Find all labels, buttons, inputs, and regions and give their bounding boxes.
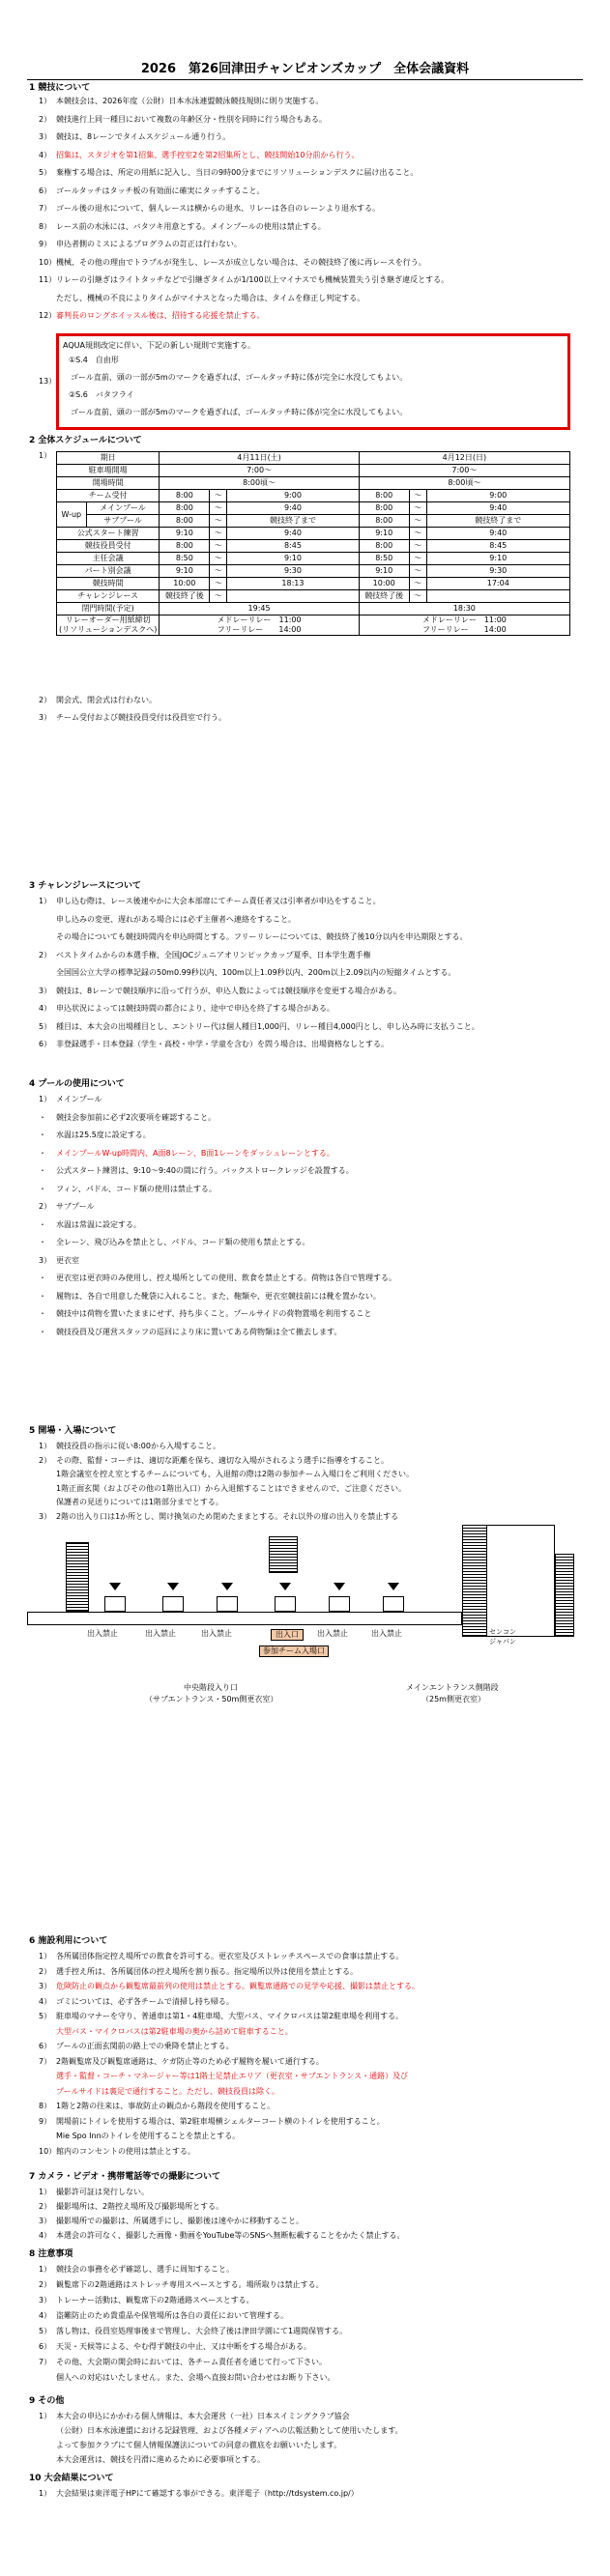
item-number: ・: [39, 1291, 46, 1301]
schedule-row-label: 駐車場開場: [57, 465, 160, 477]
schedule-relay-row: [57, 615, 570, 636]
item-number: 2）: [39, 950, 52, 959]
schedule-cell: 8:00: [359, 502, 409, 515]
schedule-cell: ～: [210, 565, 227, 578]
item-text: 1階と2階の往来は、事故防止の観点から階段を使用すること。: [56, 2102, 276, 2110]
schedule-cell: ～: [409, 578, 426, 590]
schedule-cell: 8:00頃～: [359, 477, 569, 490]
exit-label-entrance: 出入口: [271, 1629, 304, 1641]
section-1-heading: 1 競技について: [29, 83, 91, 93]
item-number: 3）: [39, 1255, 52, 1265]
item-text: 競技役員の指示に従い8:00から入場すること。: [56, 1442, 220, 1450]
schedule-header-label: 期日: [57, 452, 160, 465]
sencon-label: センコン: [489, 1628, 516, 1636]
schedule-cell: ～: [409, 590, 426, 603]
aqua-line-3: ゴール直前、頭の一部が5mのマークを過ぎれば、ゴールタッチ時に体が完全に水没してもよい。: [71, 373, 408, 382]
item-number: 8）: [39, 221, 52, 231]
item-text: 落し物は、役員室処理事後まで管理し、大会終了後は津田学園にて1週間保管する。: [56, 2327, 348, 2335]
item-number: 5）: [39, 2327, 52, 2335]
schedule-cell: 9:10: [160, 528, 210, 540]
schedule-cell: ～: [409, 502, 426, 515]
item-number: 5）: [39, 2012, 52, 2020]
item-number: 1）: [39, 2188, 52, 2196]
item-text: 1階会議室を控え室とするチームについても、入退館の際は2階の参加チーム入場口をご利用ください。: [56, 1470, 415, 1478]
section-6-heading: 6 施設利用について: [29, 1936, 108, 1946]
item-number: 1）: [39, 1095, 52, 1103]
item-number: ・: [39, 1309, 46, 1318]
item-text: 館内のコンセントの使用は禁止とする。: [56, 2146, 195, 2156]
schedule-cell: 9:00: [426, 490, 569, 502]
schedule-cell: 競技終了後: [160, 590, 210, 603]
item-text: 撮影場所は、2階控え場所及び撮影場所とする。: [56, 2202, 224, 2211]
relay-label-2: (リソリューションデスクへ): [59, 625, 158, 634]
exit-label-1: 出入禁止: [87, 1629, 118, 1638]
item-number: 3）: [39, 2217, 52, 2225]
item-number: 2）: [39, 696, 52, 704]
schedule-cell: 9:40: [426, 528, 569, 540]
item-number: 12）: [39, 311, 57, 320]
aqua-line-2: ①S.4 自由形: [69, 356, 119, 364]
item-number: ・: [39, 1219, 46, 1229]
item-text: 本大会運営は、競技を円滑に進めるために必要事項とする。: [56, 2455, 265, 2464]
item-number: ・: [39, 1184, 46, 1193]
left-caption-2: （サブエントランス・50m側更衣室）: [145, 1695, 278, 1703]
schedule-cell: 8:00: [160, 490, 210, 502]
item-text: レース前の水泳には、バタツキ用意とする。メインプールの使用は禁止する。: [56, 221, 326, 231]
schedule-row: [57, 578, 570, 590]
schedule-row-label: 公式スタート練習: [57, 528, 160, 540]
schedule-header-row: [57, 452, 570, 465]
item-text: ベストタイムからの本選手権、全国JOCジュニアオリンピックカップ夏季、日本学生選手権: [56, 950, 371, 959]
door-6: [383, 1596, 404, 1612]
schedule-cell: 競技終了まで: [227, 515, 360, 528]
item-text: 棄権する場合は、所定の用紙に記入し、当日の9時00分までにリソリューションデスクに届け出ること。: [56, 168, 419, 177]
schedule-row: [57, 490, 570, 502]
item-number: 2）: [39, 2202, 52, 2211]
schedule-cell: 10:00: [160, 578, 210, 590]
schedule-cell: 9:30: [426, 565, 569, 578]
item-text: 競技中は荷物を置いたままにせず、持ち歩くこと。プールサイドの荷物置場を利用すること: [56, 1309, 372, 1318]
schedule-cell: ～: [409, 528, 426, 540]
schedule-cell: 9:10: [426, 553, 569, 565]
item-number: ・: [39, 1274, 46, 1282]
item-number: 1）: [39, 897, 52, 905]
item-number: 5）: [39, 168, 52, 177]
item-text: 競技は、8レーンでタイムスケジュール通り行う。: [56, 132, 231, 141]
schedule-row: [57, 565, 570, 578]
right-wing: [487, 1525, 555, 1637]
schedule-cell: 8:00: [359, 490, 409, 502]
stairs-right: [462, 1525, 487, 1637]
schedule-cell: 7:00～: [160, 465, 359, 477]
item-text: リレーの引継ぎはライトタッチなどで引継ぎタイムが1/100以上マイナスでも機械装置失う引き継ぎ違反とする。: [56, 275, 450, 284]
schedule-cell: 7:00～: [359, 465, 569, 477]
item-text: （公財）日本水泳連盟における記録管理、および各種メディアへの広報活動として使用いたします。: [56, 2426, 403, 2435]
relay-deadline-medley: メドレーリレー 11:00: [421, 615, 507, 624]
schedule-cell: ～: [210, 578, 227, 590]
schedule-row-label: 競技役員受付: [57, 540, 160, 553]
building-wall: [27, 1612, 462, 1625]
item-text: 大型バス・マイクロバスは第2駐車場の奥から詰めて駐車すること。: [56, 2026, 293, 2036]
schedule-cell: 17:04: [426, 578, 569, 590]
item-number: ・: [39, 1327, 46, 1336]
item-text: 公式スタート練習は、9:10～9:40の間に行う。バックストロークレッジを設置する。: [56, 1166, 354, 1175]
item-text: 水温は25.5度に設定する。: [56, 1131, 151, 1139]
item-number: 6）: [39, 186, 52, 195]
schedule-cell: 19:45: [160, 603, 359, 615]
item-text: 天災・天候等による、やむ得ず競技の中止、又は中断をする場合がある。: [56, 2342, 311, 2351]
relay-deadline-cell: [160, 615, 359, 636]
item-number: 4）: [39, 1004, 52, 1013]
relay-label-cell: [57, 615, 160, 636]
schedule-cell: 8:50: [160, 553, 210, 565]
item-text: サブプール: [56, 1202, 95, 1211]
section-7-heading: 7 カメラ・ビデオ・携帯電話等での撮影について: [29, 2172, 221, 2182]
item-text: その際、監督・コーチは、適切な距離を保ち、適切な入場がされるよう選手に指導をすること。: [56, 1455, 389, 1465]
schedule-cell: 8:00: [160, 515, 210, 528]
item-text: 全レーン、飛び込みを禁止とし、パドル、コード類の使用も禁止とする。: [56, 1238, 310, 1246]
schedule-table: [56, 451, 570, 636]
item-text: 撮影許可証は発行しない。: [56, 2188, 149, 2196]
item-number: 2）: [39, 1202, 52, 1211]
item-number: 4）: [39, 1996, 52, 2006]
schedule-row-label: 主任会議: [57, 553, 160, 565]
item-number: 2）: [39, 1966, 52, 1976]
section-2-heading: 2 全体スケジュールについて: [29, 436, 142, 445]
item-text: プールサイドは裏足で通行すること。ただし、競技役員は除く。: [56, 2086, 279, 2096]
schedule-row: [57, 553, 570, 565]
item-number: ・: [39, 1112, 46, 1122]
item-text: チーム受付および競技役員受付は役員室で行う。: [56, 713, 226, 722]
schedule-cell: 8:00: [160, 502, 210, 515]
aqua-line-4: ②S.6 バタフライ: [69, 390, 134, 399]
item-number: 9）: [39, 240, 52, 248]
item-text: 盗難防止のため貴重品や保管場所は各自の責任において管理する。: [56, 2311, 288, 2320]
schedule-row-label: チーム受付: [57, 490, 160, 502]
schedule-cell: ～: [210, 528, 227, 540]
relay-deadline-free: フリーリレー 14:00: [422, 625, 507, 634]
aqua-line-5: ゴール直前、頭の一部が5mのマークを過ぎれば、ゴールタッチ時に体が完全に水没してもよい。: [71, 408, 408, 416]
item-number: 8）: [39, 2102, 52, 2110]
schedule-number: 1）: [39, 451, 52, 460]
item-number: 7）: [39, 2358, 52, 2366]
item-text: 申し込む際は、レース後速やかに大会本部席にてチーム責任者又は引率者が申込をすること。: [56, 897, 381, 905]
schedule-row-label: 競技時間: [57, 578, 160, 590]
stairs-center: [269, 1536, 298, 1573]
door-4: [275, 1596, 296, 1612]
item-text: 開会式、閉会式は行わない。: [56, 696, 157, 704]
item-number: 1）: [39, 1442, 52, 1450]
item-number: 10）: [39, 257, 57, 267]
schedule-cell: ～: [210, 553, 227, 565]
section-8-heading: 8 注意事項: [29, 2249, 73, 2259]
arrow-down-icon: [167, 1583, 179, 1590]
item-text: 更衣室: [56, 1255, 79, 1265]
exit-label-5: 出入禁止: [317, 1629, 348, 1638]
item-number: 4）: [39, 150, 52, 159]
section-4-heading: 4 プールの使用について: [29, 1079, 125, 1089]
exit-label-2: 出入禁止: [145, 1629, 176, 1638]
schedule-cell: 競技終了まで: [426, 515, 569, 528]
schedule-row: [57, 477, 570, 490]
item-number: 11）: [39, 275, 57, 284]
item-number: 7）: [39, 204, 52, 213]
item-text: Mie Spo Innのトイレを使用することを禁止とする。: [56, 2132, 241, 2140]
schedule-row: [57, 502, 570, 515]
item-number: 1）: [39, 2412, 52, 2420]
item-text: 更衣室は更衣時のみ使用し、控え場所としての使用、飲食を禁止とする。荷物は各自で管理する。: [56, 1274, 396, 1282]
schedule-cell: 9:00: [227, 490, 360, 502]
schedule-cell: 18:30: [359, 603, 569, 615]
schedule-cell: 8:45: [227, 540, 360, 553]
item-text: フィン、パドル、コード類の使用は禁止する。: [56, 1184, 217, 1193]
left-caption-1: 中央階段入り口: [184, 1683, 238, 1692]
schedule-cell: ～: [210, 490, 227, 502]
schedule-cell: ～: [409, 490, 426, 502]
item-text: 駐車場のマナーを守り、普通車は第1・4駐車場、大型バス、マイクロバスは第2駐車場を利用する。: [56, 2012, 404, 2020]
section-9-heading: 9 その他: [29, 2396, 65, 2406]
item-text: 本選会の許可なく、撮影した画像・動画をYouTube等のSNSへ無断転載することをかたく禁止する。: [56, 2231, 405, 2240]
door-5: [329, 1596, 350, 1612]
item-number: ・: [39, 1166, 46, 1175]
schedule-row: [57, 515, 570, 528]
item-text: 1階正面玄関（およびその他の1階出入口）から入退館することはできませんので、ご注意ください。: [56, 1483, 407, 1493]
schedule-cell: [426, 590, 569, 603]
arrow-down-icon: [221, 1583, 233, 1590]
arrow-down-icon: [388, 1583, 399, 1590]
item-number: 9）: [39, 2116, 52, 2126]
schedule-row: [57, 603, 570, 615]
item-text: ゴミについては、必ず各チームで清掃し持ち帰る。: [56, 1996, 234, 2006]
relay-deadline-cell: [359, 615, 569, 636]
item-text: 2階の出入り口は1か所とし、開け換気のため閉めたままとする。それ以外の扉の出入りを禁止する: [56, 1511, 399, 1521]
item-text: 選手控え所は、各所属団体の控え場所を割り振る。指定場所以外は使用を禁止とする。: [56, 1966, 358, 1976]
schedule-cell: 9:40: [426, 502, 569, 515]
item-number: 4）: [39, 2231, 52, 2240]
section-3-heading: 3 チャレンジレースについて: [29, 881, 141, 891]
item-text: 機械、その他の理由でトラブルが発生し、レースが成立しない場合は、その競技終了後に再レースを行う。: [56, 257, 426, 267]
schedule-row: [57, 590, 570, 603]
item-text: 大会結果は東洋電子HPにて確認する事ができる。東洋電子（http://tdsystem.co.jp/）: [56, 2489, 359, 2498]
aqua-rule-box: [56, 333, 570, 430]
item-number: 1）: [39, 2489, 52, 2498]
item-number: 3）: [39, 713, 52, 722]
schedule-cell: 9:40: [227, 528, 360, 540]
item-number: 10）: [39, 2146, 57, 2156]
item-number: ・: [39, 1148, 46, 1158]
item-number: 2）: [39, 1455, 52, 1465]
item-number: 6）: [39, 1040, 52, 1048]
item-text: 開場前にトイレを使用する場合は、第2駐車場横シェルターコート横のトイレを使用すること。: [56, 2116, 385, 2126]
item-text: 個人への対応はいたしません。また、会場へ直接お問い合わせはお断り下さい。: [56, 2373, 335, 2382]
schedule-cell: ～: [409, 540, 426, 553]
schedule-cell: 8:45: [426, 540, 569, 553]
item-text: 申込状況によっては競技時間の都合により、途中で申込を終了する場合がある。: [56, 1004, 334, 1013]
item-number: 1）: [39, 1952, 52, 1961]
item-text: 競技役員及び運営スタッフの巡回により床に置いてある荷物類は全て撤去します。: [56, 1327, 342, 1336]
page-title: 2026 第26回津田チャンピオンズカップ 全体会議資料: [140, 62, 470, 76]
arrow-down-icon: [109, 1583, 121, 1590]
item-text: 非登録選手・日本登録（学生・高校・中学・学童を含む）を問う場合は、出場資格なしとする。: [56, 1040, 389, 1048]
item-text: 観覧席下の2階通路はストレッチ専用スペースとする。場所取りは禁止する。: [56, 2280, 324, 2289]
schedule-group-label: W-up: [57, 502, 87, 528]
item-text: 競技会の事務を必ず確認し、選手に周知すること。: [56, 2265, 234, 2274]
exit-label-6: 出入禁止: [371, 1629, 402, 1638]
schedule-cell: 9:40: [227, 502, 360, 515]
item-text: ゴールタッチはタッチ板の有効面に確実にタッチすること。: [56, 186, 265, 195]
item-text: 本大会の申込にかかわる個人情報は、本大会運営（一社）日本スイミングクラブ協会: [56, 2412, 350, 2420]
item-text: 保護者の見送りについては1階部分までとする。: [56, 1498, 223, 1506]
item-text: 各所属団体指定控え場所での飲食を許可する。更衣室及びストレッチスペースでの食事は禁止する。: [56, 1952, 404, 1961]
schedule-row-label: 開場時間: [57, 477, 160, 490]
schedule-cell: ～: [409, 553, 426, 565]
item-number: 4）: [39, 2311, 52, 2320]
schedule-cell: 9:10: [359, 565, 409, 578]
door-3: [217, 1596, 238, 1612]
schedule-row: [57, 540, 570, 553]
item-number: 6）: [39, 2042, 52, 2050]
schedule-row-label: メインプール: [86, 502, 160, 515]
stairs-far-right: [555, 1554, 574, 1637]
schedule-row-label: パート別会議: [57, 565, 160, 578]
item-number: 2）: [39, 2280, 52, 2289]
door-2: [162, 1596, 184, 1612]
item-text: トレーナー活動は、観覧席下の2階通路スペースとする。: [56, 2296, 254, 2304]
schedule-cell: 18:13: [227, 578, 360, 590]
item-text: その場合についても競技時間内を申込時間とする。フリーリレーについては、競技終了後10分以内を申込期限とする。: [56, 932, 468, 941]
schedule-row: [57, 465, 570, 477]
item-number: 5）: [39, 1021, 52, 1031]
item-text: メインプールW-up時間内、A面8レーン、B面1レーンをダッシュレーンとする。: [56, 1148, 334, 1158]
item-text: 種目は、本大会の出場種目とし、エントリー代は個人種目1,000円、リレー種目4,000円とし、申し込み時に支払うこと。: [56, 1021, 479, 1031]
item-text: よって参加クラブにて個人情報保護法についての同意の徹底をお願いいたします。: [56, 2441, 342, 2449]
exit-label-3: 出入禁止: [201, 1629, 232, 1638]
schedule-cell: 8:50: [359, 553, 409, 565]
item-text: 競技会参加前に必ず2次要項を確認すること。: [56, 1112, 217, 1122]
item-text: 競技は、8レーンで競技順序に沿って行うが、申込人数によっては競技順序を変更する場合がある。: [56, 986, 401, 995]
aqua-line-1: AQUA規則改定に伴い、下記の新しい規則で実施する。: [63, 341, 255, 350]
item-text: 審判長のロングホイッスル後は、招待する応援を禁止する。: [56, 311, 265, 320]
schedule-cell: 9:10: [359, 528, 409, 540]
item-number: 7）: [39, 2056, 52, 2066]
item-number: 3）: [39, 132, 52, 141]
item-text: 履物は、各自で用意した靴袋に入れること。また、鞄類や、更衣室競技前には靴を置かない。: [56, 1291, 381, 1301]
section-5-heading: 5 開場・入場について: [29, 1426, 117, 1436]
item-text: 招集は、スタジオを第1招集、選手控室2を第2招集所とし、競技開始10分前から行う。: [56, 150, 360, 159]
schedule-cell: 9:10: [227, 553, 360, 565]
sencon-label-2: ジャパン: [489, 1638, 516, 1646]
team-entrance-label: 参加チーム入場口: [259, 1646, 329, 1657]
item-number: 1）: [39, 97, 52, 105]
item-text: 2階観覧席及び観覧席通路は、ケガ防止等のため必ず履物を履いて通行する。: [56, 2056, 324, 2066]
title-divider: [27, 79, 583, 80]
schedule-cell: ～: [409, 515, 426, 528]
item-number: ・: [39, 1238, 46, 1246]
item-text: 危険防止の観点から観覧席最前列の使用は禁止とする。観覧席通路での見学や応援、撮影は禁止とする。: [56, 1982, 420, 1990]
item-text: ただし、機械の不良によりタイムがマイナスとなった場合は、タイムを修正し判定する。: [56, 293, 365, 302]
item-text: ゴール後の退水について、個人レースは横からの退水、リレーは各自のレーンより退水する。: [56, 204, 380, 213]
item-text: プールの正面玄関前の路上での乗降を禁止とする。: [56, 2042, 234, 2050]
item-number: 1）: [39, 2265, 52, 2274]
schedule-row: [57, 528, 570, 540]
schedule-cell: ～: [210, 540, 227, 553]
schedule-cell: [227, 590, 360, 603]
item-number: 6）: [39, 2342, 52, 2351]
item-number: ・: [39, 1131, 46, 1139]
item-13-number: 13）: [39, 377, 57, 386]
schedule-cell: 8:00: [359, 540, 409, 553]
relay-label-1: リレーオーダー用紙締切: [65, 615, 151, 624]
schedule-cell: 9:10: [160, 565, 210, 578]
right-caption-2: （25m側更衣室）: [421, 1695, 485, 1703]
schedule-row-label: サブプール: [86, 515, 160, 528]
schedule-header-day1: 4月11日(土): [160, 452, 359, 465]
relay-deadline-medley: メドレーリレー 11:00: [217, 615, 302, 624]
item-text: 選手・監督・コーチ・マネージャー等は1階土足禁止エリア（更衣室・サブエントランス・通路）及び: [56, 2072, 409, 2080]
entrance-diagram: [27, 1525, 583, 1679]
schedule-cell: ～: [210, 515, 227, 528]
door-1: [104, 1596, 126, 1612]
item-text: 申込者側のミスによるプログラムの訂正は行わない。: [56, 240, 242, 248]
item-text: 全国国公立大学の標準記録の50m0.99秒以内、100m以上1.09秒以内、200m以上2.09以内の短縮タイムとする。: [56, 968, 456, 977]
section-10-heading: 10 大会結果について: [29, 2474, 114, 2483]
item-text: 撮影場所での撮影は、所属選手にし、撮影後は速やかに移動すること。: [56, 2217, 304, 2225]
schedule-cell: 競技終了後: [359, 590, 409, 603]
schedule-cell: ～: [409, 565, 426, 578]
schedule-cell: ～: [210, 590, 227, 603]
item-number: 3）: [39, 2296, 52, 2304]
item-text: 競技進行上同一種目において複数の年齢区分・性別を同時に行う場合もある。: [56, 114, 327, 124]
right-caption-1: メインエントランス側階段: [406, 1683, 499, 1692]
item-number: 3）: [39, 986, 52, 995]
schedule-cell: ～: [210, 502, 227, 515]
arrow-down-icon: [279, 1583, 291, 1590]
item-text: 本競技会は、2026年度（公財）日本水泳連盟競泳競技規則に則り実施する。: [56, 97, 324, 105]
item-text: 申し込みの変更、遅れがある場合には必ず主催者へ連絡をすること。: [56, 914, 296, 924]
schedule-cell: 8:00: [359, 515, 409, 528]
schedule-row-label: 閉門時間(予定): [57, 603, 160, 615]
schedule-cell: 10:00: [359, 578, 409, 590]
relay-deadline-free: フリーリレー 14:00: [217, 625, 302, 634]
schedule-row-label: チャレンジレース: [57, 590, 160, 603]
item-number: 3）: [39, 1511, 52, 1521]
item-number: 2）: [39, 114, 52, 124]
item-text: その他、大会期の開会時においては、各チーム責任者を通じて行って下さい。: [56, 2358, 327, 2366]
item-text: メインプール: [56, 1095, 102, 1103]
item-number: 3）: [39, 1982, 52, 1990]
item-text: 水温は常温に設定する。: [56, 1219, 141, 1229]
schedule-cell: 8:00頃～: [160, 477, 359, 490]
stairs-left: [66, 1542, 89, 1612]
schedule-cell: 8:00: [160, 540, 210, 553]
arrow-down-icon: [334, 1583, 345, 1590]
schedule-header-day2: 4月12日(日): [359, 452, 569, 465]
schedule-cell: 9:30: [227, 565, 360, 578]
